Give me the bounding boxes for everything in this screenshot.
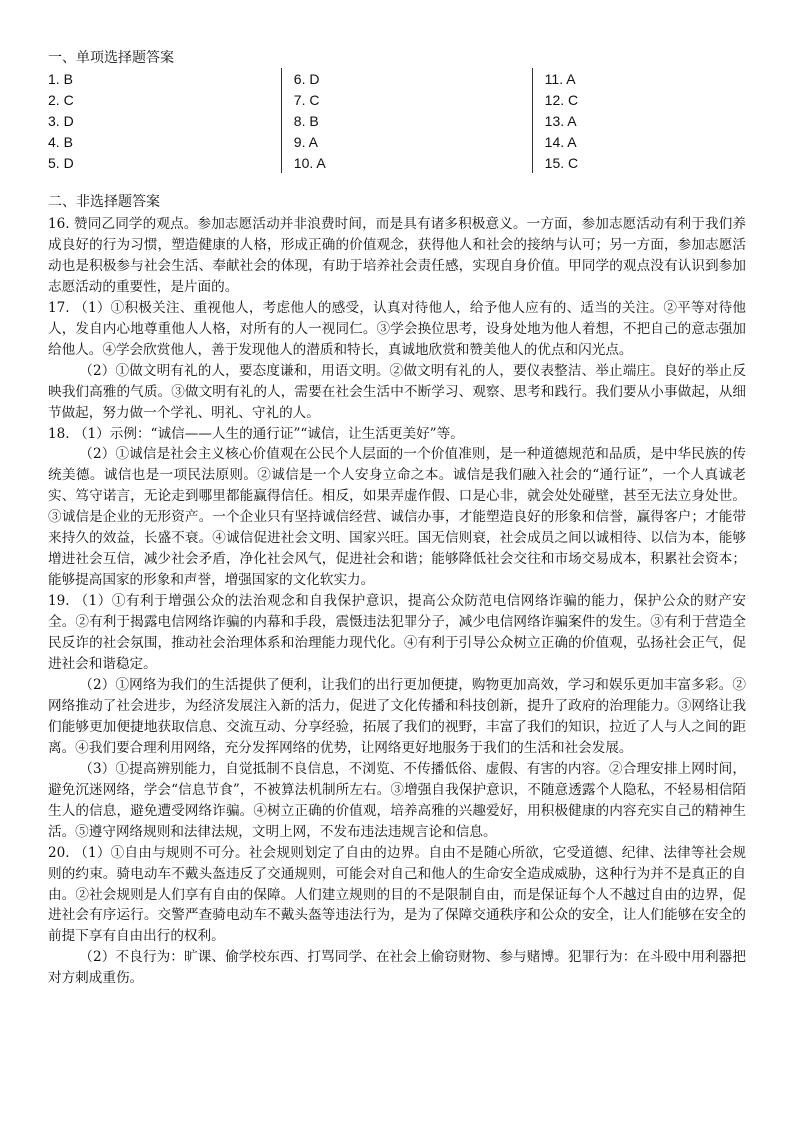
section2-title: 二、非选择题答案	[48, 194, 160, 210]
answer-cell: 10. A	[281, 152, 532, 173]
answer-cell: 9. A	[281, 131, 532, 152]
answer-cell: 2. C	[48, 91, 74, 108]
answer-cell: 11. A	[532, 68, 720, 89]
answer-row	[48, 68, 720, 89]
answer-q20-part2: （2）不良行为：旷课、偷学校东西、打骂同学、在社会上偷窃财物、参与赌博。犯罪行为：在斗殴中用利器把对方刺成重伤。	[48, 949, 746, 987]
answer-q19-part3: （3）①提高辨别能力，自觉抵制不良信息，不浏览、不传播低俗、虚假、有害的内容。②合理安排上网时间，避免沉迷网络，学会“信息节食”，不被算法机制所左右。③增强自我保护意识，不随意透露个人隐私，不轻易相信陌生人的信息，避免遭受网络诈骗。④树立正确的价值观，培养高雅的兴趣爱好，用积极健康的内容充实自己的精神生活。⑤遵守网络规则和法律法规，文明上网，不发布违法违规言论和信息。	[48, 760, 746, 840]
answer-cell: 12. C	[532, 89, 720, 110]
answer-cell: 5. D	[48, 154, 74, 171]
answer-q19-part1: 19. （1）①有利于增强公众的法治观念和自我保护意识，提高公众防范电信网络诈骗的能力，保护公众的财产安全。②有利于揭露电信网络诈骗的内幕和手段，震慑违法犯罪分子，减少电信网络诈骗案件的发生。③有利于营造全民反诈的社会氛围，推动社会治理体系和治理能力现代化。④有利于引导公众树立正确的价值观，弘扬社会正气，促进社会和谐稳定。	[48, 593, 746, 673]
answer-cell: 4. B	[48, 133, 73, 150]
answer-q19-part2: （2）①网络为我们的生活提供了便利，让我们的出行更加便捷，购物更加高效，学习和娱乐更加丰富多彩。②网络推动了社会进步，为经济发展注入新的活力，促进了文化传播和科技创新，提升了政府的治理能力。③网络让我们能够更加便捷地获取信息、交流互动、分享经验，拓展了我们的视野，丰富了我们的知识，拉近了人与人之间的距离。④我们要合理利用网络，充分发挥网络的优势，让网络更好地服务于我们的生活和社会发展。	[48, 676, 746, 756]
answer-q18-part1: 18. （1）示例：“诚信——人生的通行证”“诚信，让生活更美好”等。	[48, 425, 464, 442]
answer-q16: 16. 赞同乙同学的观点。参加志愿活动并非浪费时间，而是具有诸多积极意义。一方面，参加志愿活动有利于我们养成良好的行为习惯，塑造健康的人格，形成正确的价值观念，获得他人和社会的接纳与认可；另一方面，参加志愿活动也是积极参与社会生活、奉献社会的体现，有助于培养社会责任感，实现自身价值。甲同学的观点没有认识到参加志愿活动的重要性，是片面的。	[48, 216, 746, 295]
answer-cell: 8. B	[281, 110, 532, 131]
answer-q18-part2: （2）①诚信是社会主义核心价值观在公民个人层面的一个价值准则，是一种道德规范和品质，是中华民族的传统美德。诚信也是一项民法原则。②诚信是一个人安身立命之本。诚信是我们融入社会的“通行证”，一个人真诚老实、笃守诺言，无论走到哪里都能赢得信任。相反，如果弄虚作假、口是心非，就会处处碰壁，甚至无法立身处世。③诚信是企业的无形资产。一个企业只有坚持诚信经营、诚信办事，才能塑造良好的形象和信誉，赢得客户；才能带来持久的效益，长盛不衰。④诚信促进社会文明、国家兴旺。国无信则衰，社会成员之间以诚相待、以信为本，能够增进社会互信，减少社会矛盾，净化社会风气，促进社会和谐；能够降低社会交往和市场交易成本，积累社会资本；能够提高国家的形象和声誉，增强国家的文化软实力。	[48, 446, 746, 589]
answer-q20-part1: 20. （1）①自由与规则不可分。社会规则划定了自由的边界。自由不是随心所欲，它受道德、纪律、法律等社会规则的约束。骑电动车不戴头盔违反了交通规则，可能会对自己和他人的生命安全造成威胁，这种行为并不是真正的自由。②社会规则是人们享有自由的保障。人们建立规则的目的不是限制自由，而是保证每个人不越过自由的边界，促进社会有序运行。交警严查骑电动车不戴头盔等违法行为，是为了保障交通秩序和公众的安全，让人们能够在安全的前提下享有自由出行的权利。	[48, 844, 746, 945]
answer-cell: 15. C	[532, 152, 720, 173]
answer-row	[48, 110, 720, 131]
answer-q17-part2: （2）①做文明有礼的人，要态度谦和，用语文明。②做文明有礼的人，要仪表整洁、举止端庄。良好的举止反映我们高雅的气质。③做文明有礼的人，需要在社会生活中不断学习、观察、思考和践行。我们要从小事做起，从细节做起，努力做一个学礼、明礼、守礼的人。	[48, 362, 746, 421]
multiple-choice-answer-table	[48, 68, 720, 173]
answer-cell: 14. A	[532, 131, 720, 152]
answer-cell: 6. D	[281, 68, 532, 89]
section1-title: 一、单项选择题答案	[48, 50, 174, 66]
answer-cell: 3. D	[48, 112, 74, 129]
answer-row	[48, 89, 720, 110]
answer-cell: 1. B	[48, 70, 73, 87]
answer-row	[48, 131, 720, 152]
answer-q17-part1: 17. （1）①积极关注、重视他人，考虑他人的感受，认真对待他人，给予他人应有的、适当的关注。②平等对待他人，发自内心地尊重他人人格，对所有的人一视同仁。③学会换位思考，设身处地为他人着想，不把自己的意志强加给他人。④学会欣赏他人，善于发现他人的潜质和特长，真诚地欣赏和赞美他人的优点和闪光点。	[48, 299, 746, 358]
essay-answers	[48, 214, 746, 989]
answer-row	[48, 152, 720, 173]
answer-cell: 7. C	[281, 89, 532, 110]
answer-cell: 13. A	[532, 110, 720, 131]
